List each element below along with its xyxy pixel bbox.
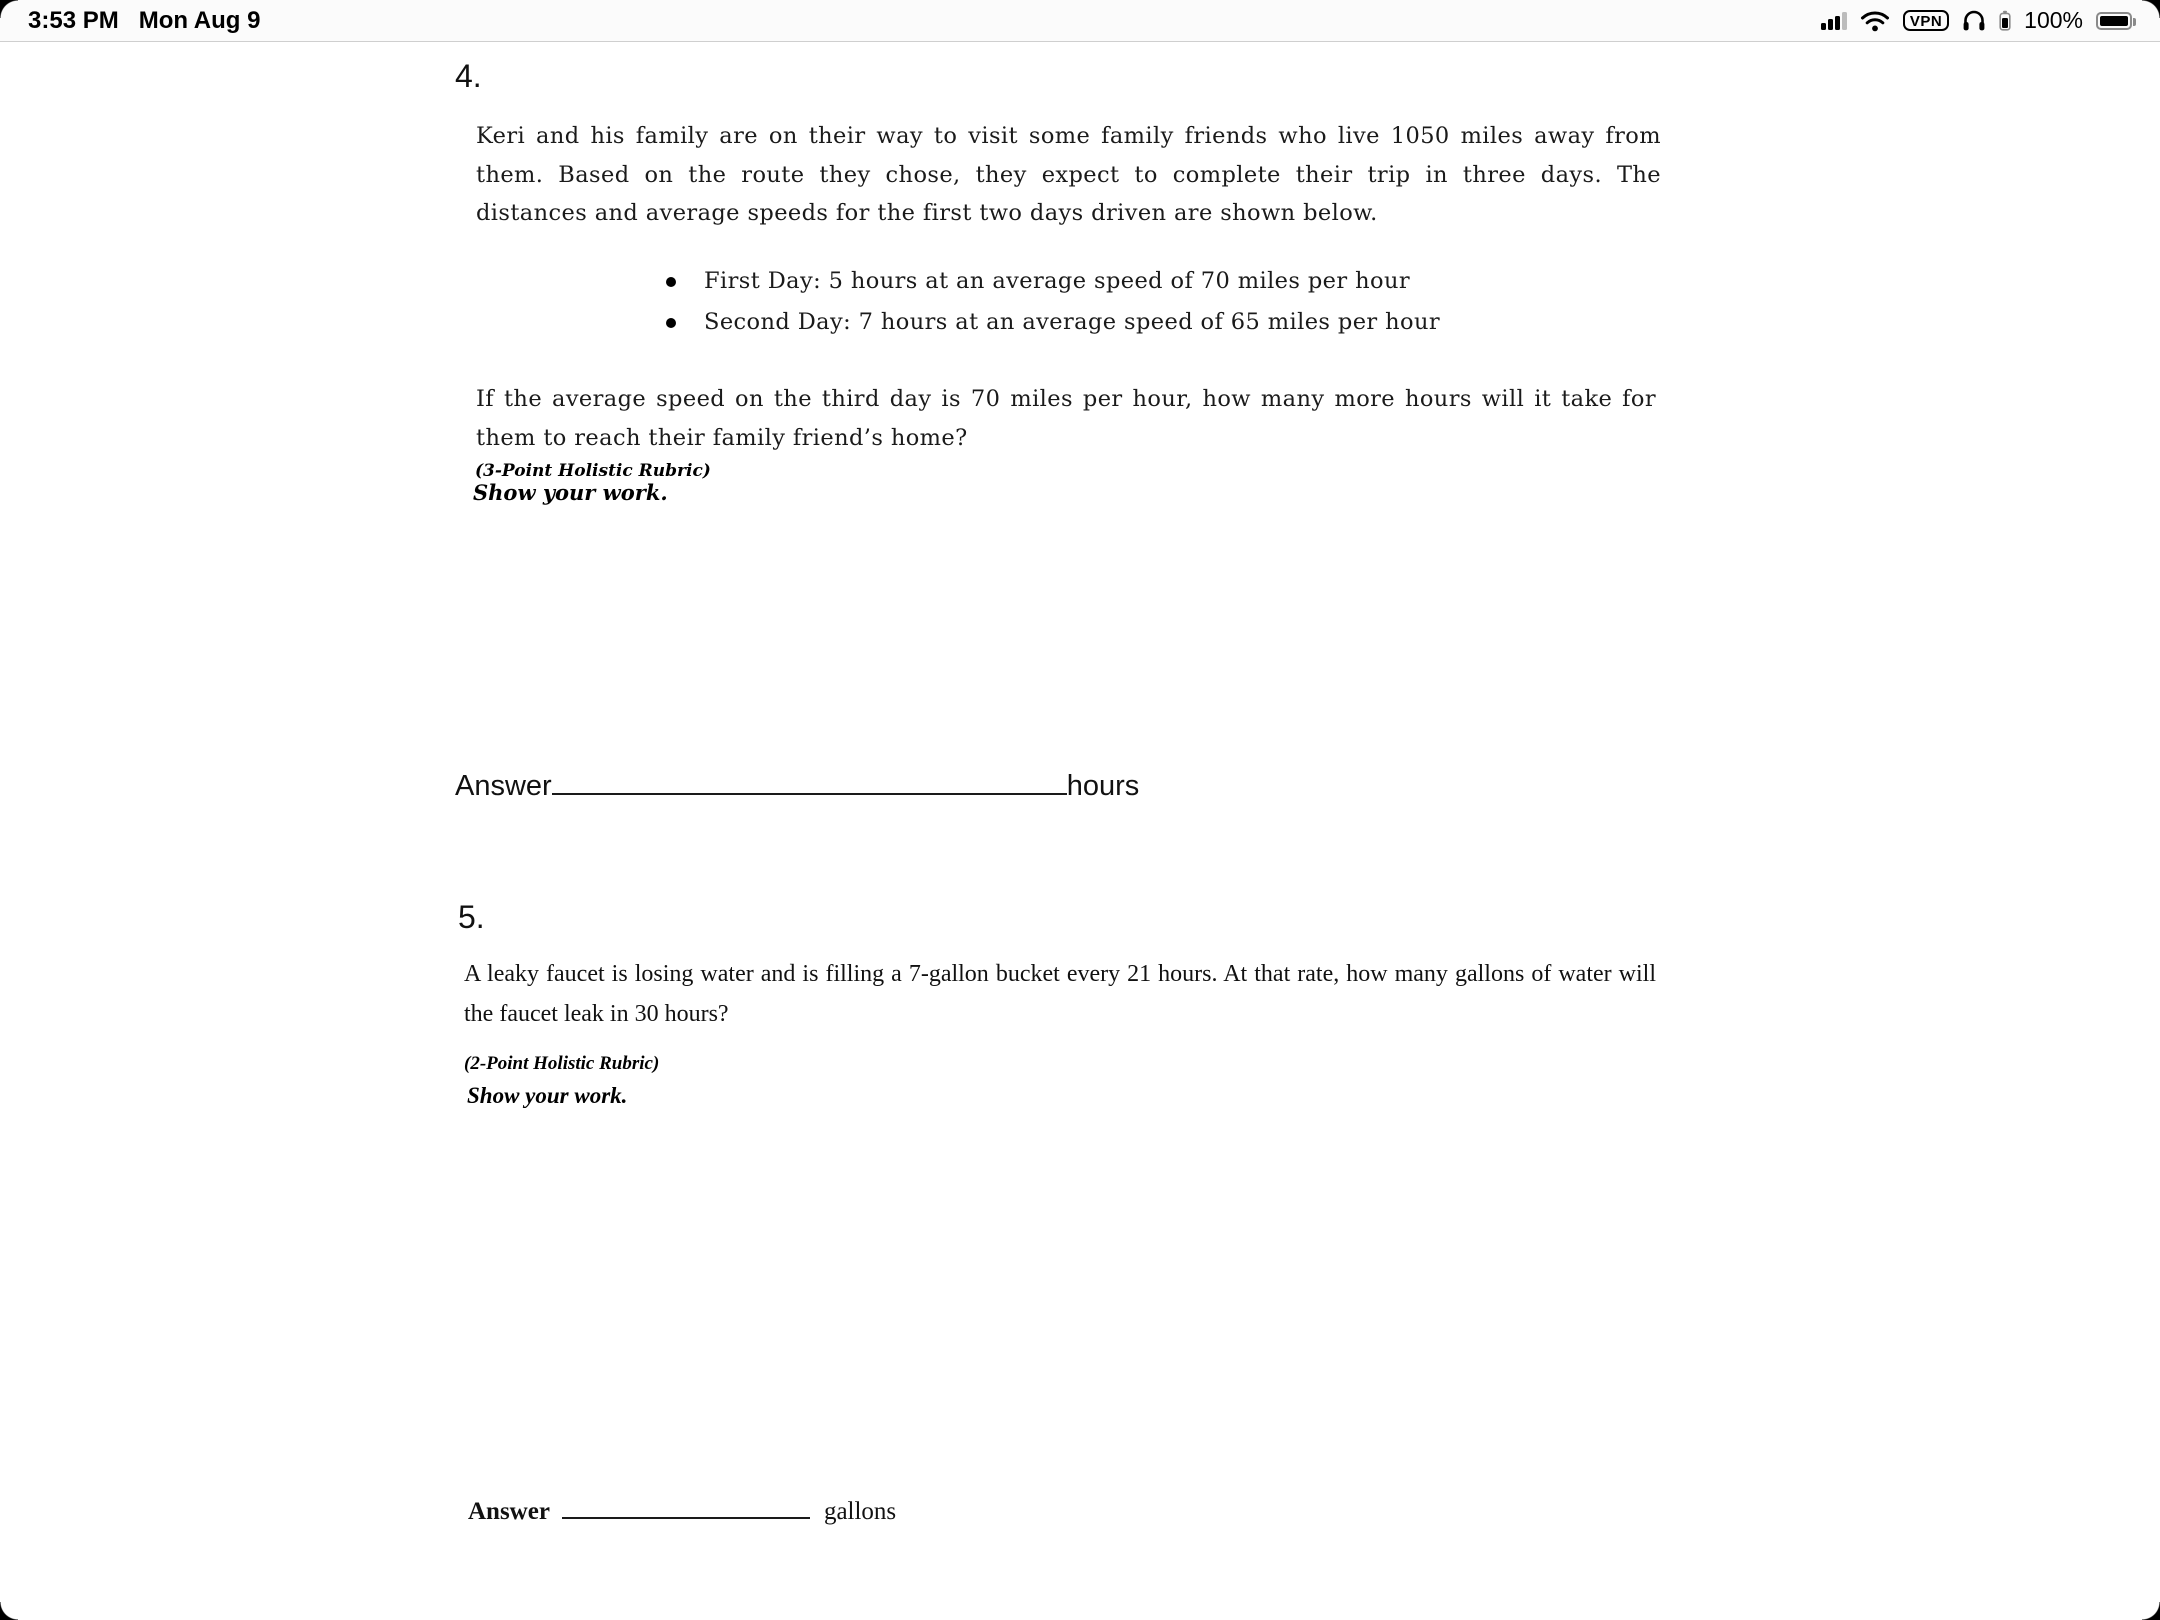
bullet-item-first-day: First Day: 5 hours at an average speed of 70 miles per hour: [664, 261, 1440, 302]
problem-5-answer-unit: gallons: [823, 1498, 897, 1525]
clock-time: 3:53 PM: [28, 6, 119, 34]
headphones-battery-icon: [1999, 10, 2011, 31]
status-bar: [0, 0, 2160, 42]
clock-date: Mon Aug 9: [138, 6, 261, 34]
problem-4-show-work-label: Show your work.: [473, 480, 668, 505]
problem-4-rubric-label: (3-Point Holistic Rubric): [475, 461, 711, 481]
problem-4-number: 4.: [455, 58, 482, 94]
problem-4-answer-blank[interactable]: [552, 793, 1067, 795]
status-bar-right: [1821, 7, 2132, 34]
vpn-badge: VPN: [1903, 10, 1949, 31]
problem-5-question-text: A leaky faucet is losing water and is filling a 7-gallon bucket every 21 hours. At that rate, how many gallons of water will the faucet leak in 30 hours?: [464, 961, 1656, 1027]
headphones-icon: [1962, 10, 1986, 32]
screen-corner-top-right: [2142, 0, 2160, 18]
screen-corner-bottom-left: [0, 1602, 18, 1620]
screen-corner-bottom-right: [2142, 1602, 2160, 1620]
problem-5-answer-row: [468, 1498, 896, 1526]
battery-percent-label: 100%: [2024, 7, 2083, 33]
problem-5-answer-label: Answer: [468, 1498, 550, 1525]
problem-4-question-text: If the average speed on the third day is 70 miles per hour, how many more hours will it take for them to reach their family friend’s home?: [476, 386, 1656, 451]
wifi-icon: [1860, 10, 1890, 32]
problem-4-answer-row: [455, 770, 1139, 803]
bullet-item-second-day: Second Day: 7 hours at an average speed of 65 miles per hour: [664, 302, 1440, 343]
problem-5-answer-blank[interactable]: [562, 1517, 810, 1519]
problem-5-rubric-label: (2-Point Holistic Rubric): [464, 1053, 660, 1074]
battery-icon: [2096, 12, 2132, 30]
status-bar-left: [28, 7, 260, 35]
problem-5-number: 5.: [458, 899, 485, 935]
cellular-signal-icon: [1821, 12, 1847, 30]
problem-4-answer-unit: hours: [1066, 770, 1140, 802]
problem-5-show-work-label: Show your work.: [467, 1083, 628, 1108]
problem-4-intro-text: Keri and his family are on their way to visit some family friends who live 1050 miles away from them. Based on the route they chose, they expect to complete their trip in three days. The distances and average speeds for the first two days driven are shown below.: [476, 123, 1661, 226]
screen-corner-top-left: [0, 0, 18, 18]
problem-4-answer-label: Answer: [455, 770, 552, 802]
problem-4-bullet-list: [664, 261, 1440, 343]
